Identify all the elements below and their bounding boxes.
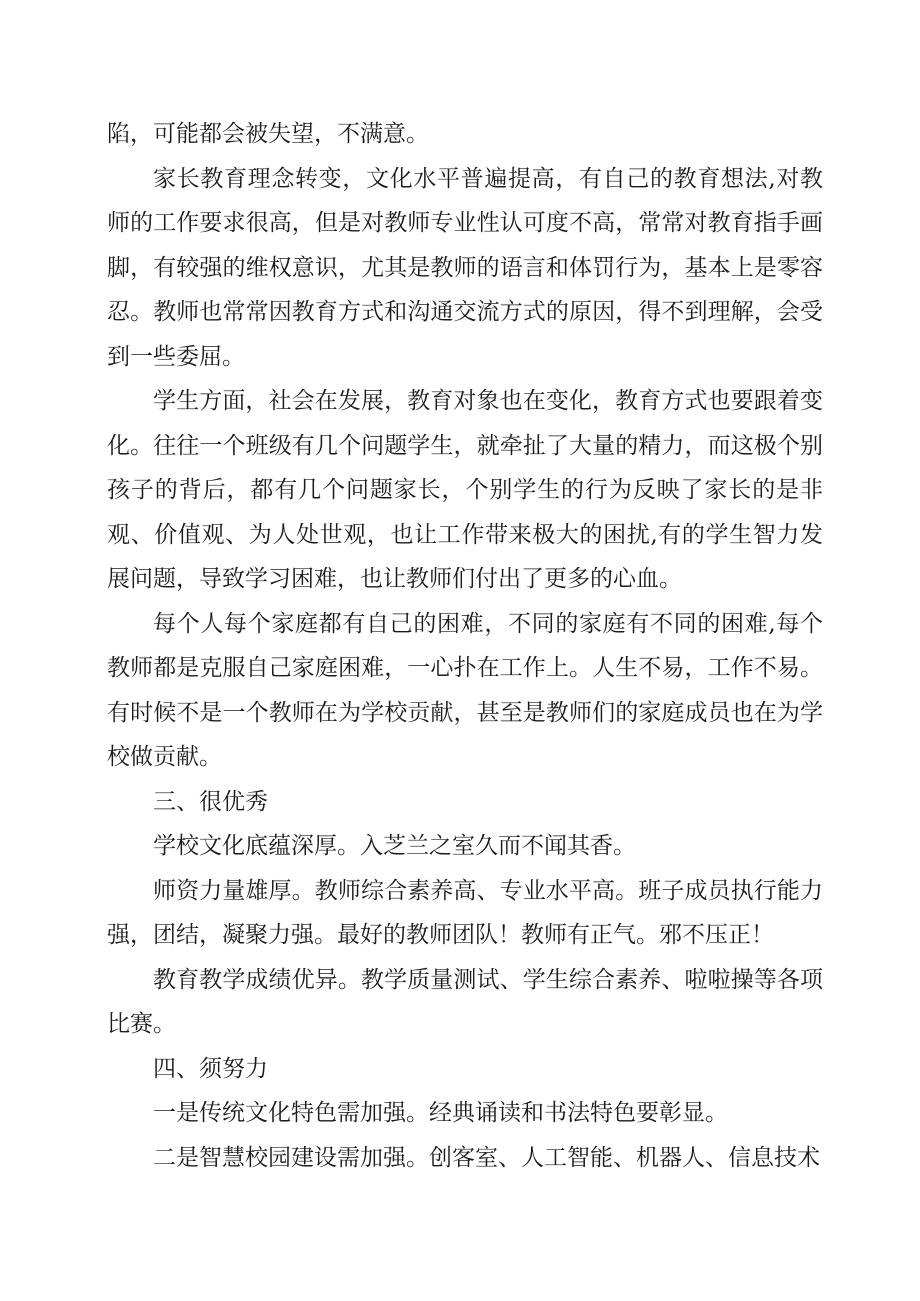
- paragraph-smart-campus: 二是智慧校园建设需加强。创客室、人工智能、机器人、信息技术: [153, 1144, 820, 1171]
- paragraph-school-culture: 学校文化底蕴深厚。入芝兰之室久而不闻其香。: [153, 833, 636, 859]
- paragraph-families: 每个人每个家庭都有自己的困难，不同的家庭有不同的困难,每个教师都是克服自己家庭困难，一心扑在工作上。人生不易，工作不易。有时候不是一个教师在为学校贡献，甚至是教师们的家庭成员也在为学校做贡献。: [107, 610, 823, 770]
- paragraph-students: 学生方面，社会在发展，教育对象也在变化，教育方式也要跟着变化。往往一个班级有几个问题学生，就牵扯了大量的精力，而这极个别孩子的背后，都有几个问题家长，个别学生的行为反映了家长的是非观、价值观、为人处世观，也让工作带来极大的困扰,有的学生智力发展问题，导致学习困难，也让教师们付出了更多的心血。: [107, 388, 823, 592]
- paragraph-continuation: 陷，可能都会被失望，不满意。: [107, 121, 429, 147]
- paragraph-parents: 家长教育理念转变，文化水平普遍提高，有自己的教育想法,对教师的工作要求很高，但是对教师专业性认可度不高，常常对教育指手画脚，有较强的维权意识，尤其是教师的语言和体罚行为，基本上是零容忍。教师也常常因教育方式和沟通交流方式的原因，得不到理解，会受到一些委屈。: [107, 165, 823, 370]
- document-page: [107, 112, 823, 1180]
- paragraph-teaching-staff: 师资力量雄厚。教师综合素养高、专业水平高。班子成员执行能力强，团结，凝聚力强。最好的教师团队！教师有正气。邪不压正！: [107, 877, 823, 948]
- paragraph-teaching-results: 教育教学成绩优异。教学质量测试、学生综合素养、啦啦操等各项比赛。: [107, 966, 823, 1037]
- section-heading-excellent: 三、很优秀: [153, 788, 268, 815]
- section-heading-improve: 四、须努力: [153, 1055, 268, 1082]
- paragraph-traditional-culture: 一是传统文化特色需加强。经典诵读和书法特色要彰显。: [153, 1100, 728, 1126]
